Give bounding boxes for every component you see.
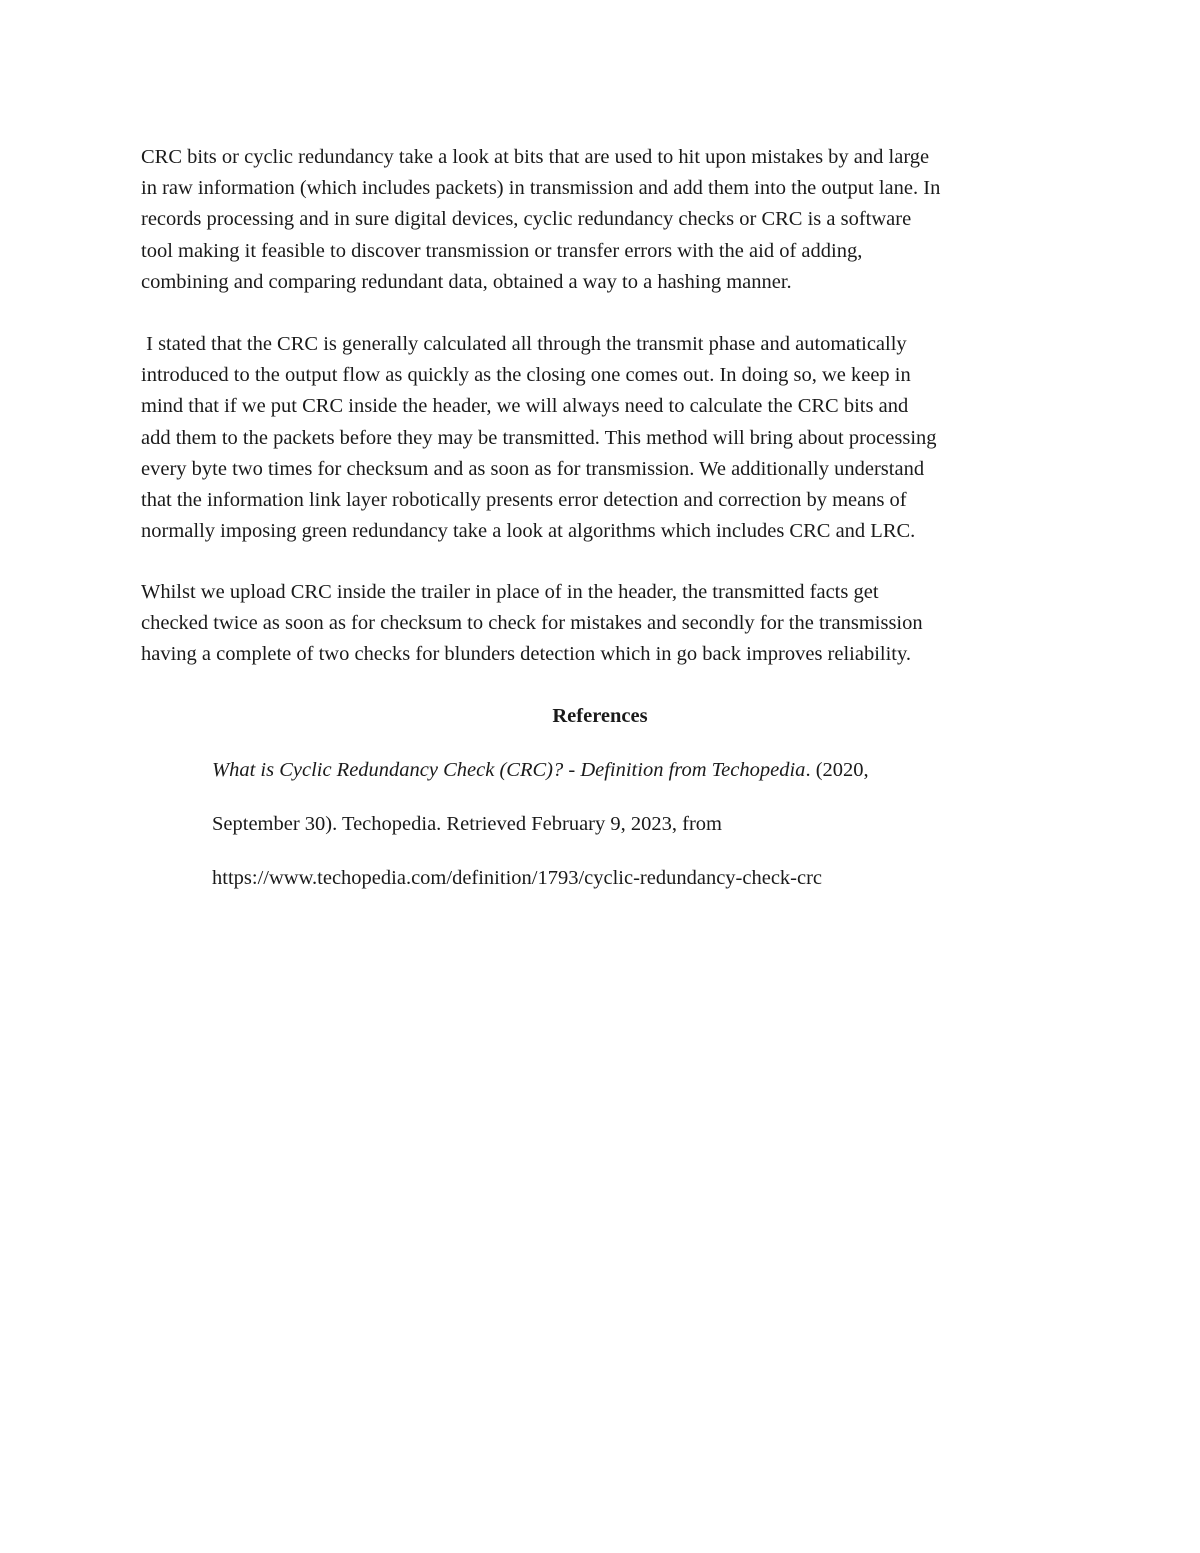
paragraph-1: [141, 142, 1071, 298]
references-heading: References: [552, 705, 648, 727]
paragraph-line: in raw information (which includes packets) in transmission and add them into the output lane. In: [141, 177, 941, 200]
paragraph-line: every byte two times for checksum and as soon as for transmission. We additionally understand: [141, 457, 925, 480]
paragraph-line: Whilst we upload CRC inside the trailer in place of in the header, the transmitted facts get: [141, 581, 879, 603]
paragraph-line: records processing and in sure digital devices, cyclic redundancy checks or CRC is a software: [141, 208, 912, 231]
paragraph-line: having a complete of two checks for blunders detection which in go back improves reliability.: [141, 643, 912, 666]
reference-entry-line-2: September 30). Techopedia. Retrieved February 9, 2023, from: [212, 813, 722, 835]
paragraph-2: [141, 329, 1071, 547]
reference-title: What is Cyclic Redundancy Check (CRC)? - Definition from Techopedia: [212, 759, 806, 781]
reference-entry-line-1: [212, 755, 869, 785]
paragraph-line: checked twice as soon as for checksum to check for mistakes and secondly for the transmission: [141, 612, 923, 635]
paragraph-line: that the information link layer robotically presents error detection and correction by means of: [141, 489, 907, 512]
reference-url: https://www.techopedia.com/definition/1793/cyclic-redundancy-check-crc: [212, 867, 823, 889]
reference-title-suffix: . (2020,: [805, 759, 869, 781]
paragraph-line: combining and comparing redundant data, obtained a way to a hashing manner.: [141, 270, 792, 293]
paragraph-line: CRC bits or cyclic redundancy take a look at bits that are used to hit upon mistakes by and large: [141, 146, 930, 168]
paragraph-line: add them to the packets before they may be transmitted. This method will bring about processing: [141, 426, 937, 449]
paragraph-3: [141, 577, 1071, 671]
paragraph-line: I stated that the CRC is generally calculated all through the transmit phase and automatically: [141, 333, 907, 355]
paragraph-line: introduced to the output flow as quickly as the closing one comes out. In doing so, we keep in: [141, 364, 911, 387]
paragraph-line: tool making it feasible to discover transmission or transfer errors with the aid of adding,: [141, 239, 863, 262]
paragraph-line: mind that if we put CRC inside the header, we will always need to calculate the CRC bits and: [141, 395, 909, 418]
paragraph-line: normally imposing green redundancy take a look at algorithms which includes CRC and LRC.: [141, 520, 916, 543]
